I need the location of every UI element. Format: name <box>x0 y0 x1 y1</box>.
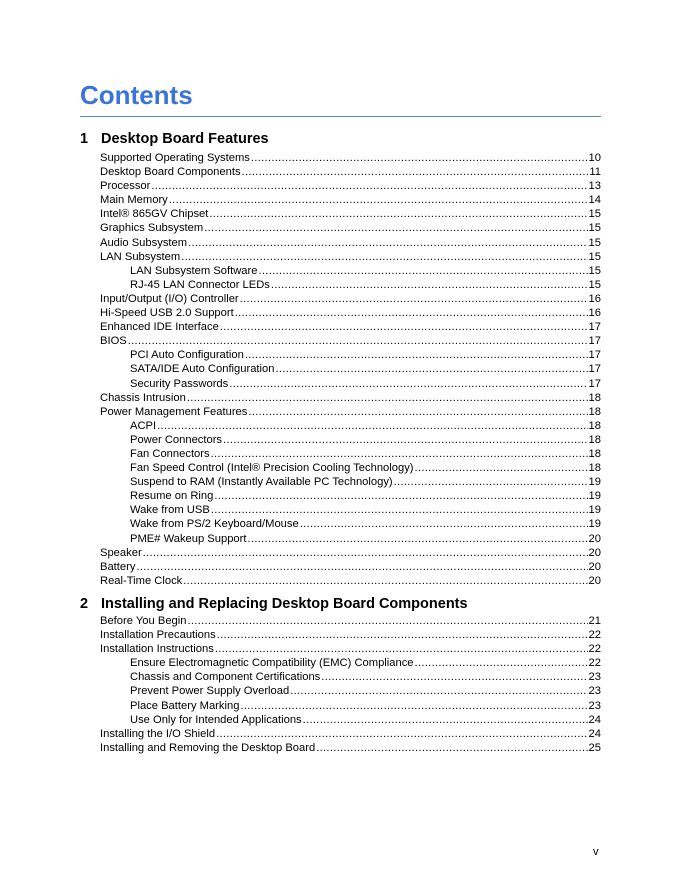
toc-entry[interactable] <box>100 560 601 574</box>
toc-entry[interactable] <box>100 179 601 193</box>
dot-leader <box>214 489 587 503</box>
toc-entry-page: 23 <box>588 671 601 684</box>
toc-entry-label: Ensure Electromagnetic Compatibility (EMC) Compliance <box>130 657 414 670</box>
dot-leader <box>235 306 588 320</box>
dot-leader <box>242 165 589 179</box>
dot-leader <box>211 447 588 461</box>
toc-entry-page: 17 <box>588 349 601 362</box>
toc-entry[interactable] <box>100 489 601 503</box>
toc-entry[interactable] <box>100 447 601 461</box>
toc-entry-label: PME# Wakeup Support <box>130 532 247 545</box>
toc-entry-label: Chassis and Component Certifications <box>130 671 321 684</box>
toc-entry-page: 24 <box>588 727 601 740</box>
toc-entry[interactable] <box>100 656 601 670</box>
toc-entry[interactable] <box>100 727 601 741</box>
dot-leader <box>394 475 588 489</box>
dot-leader <box>248 405 587 419</box>
toc-entry[interactable] <box>100 264 601 278</box>
dot-leader <box>136 560 587 574</box>
toc-entry-label: Suspend to RAM (Instantly Available PC Technology) <box>130 476 393 489</box>
dot-leader <box>151 179 587 193</box>
toc-entry[interactable] <box>100 642 601 656</box>
toc-entry-page: 25 <box>588 741 601 754</box>
toc-entry-page: 19 <box>588 490 601 503</box>
toc-entry[interactable] <box>100 419 601 433</box>
dot-leader <box>223 433 588 447</box>
toc-entry[interactable] <box>100 517 601 531</box>
toc-entry-label: Intel® 865GV Chipset <box>100 208 209 221</box>
toc-entry-page: 22 <box>588 657 601 670</box>
dot-leader <box>188 236 587 250</box>
toc-entry-label: Wake from USB <box>130 504 210 517</box>
dot-leader <box>220 320 588 334</box>
dot-leader <box>217 628 588 642</box>
toc-entry[interactable] <box>100 391 601 405</box>
toc-entry-label: Installing and Removing the Desktop Board <box>100 741 316 754</box>
chapter-title: Desktop Board Features <box>101 131 269 147</box>
toc-entry-page: 23 <box>588 699 601 712</box>
toc-entry-label: Enhanced IDE Interface <box>100 321 219 334</box>
chapter-heading-2[interactable] <box>80 596 601 612</box>
toc-entry[interactable] <box>100 362 601 376</box>
dot-leader <box>251 151 588 165</box>
page-number: v <box>593 846 599 858</box>
dot-leader <box>300 517 588 531</box>
toc-entry-label: Speaker <box>100 546 142 559</box>
page-title: Contents <box>80 80 193 110</box>
dot-leader <box>157 419 587 433</box>
toc-entry[interactable] <box>100 278 601 292</box>
dot-leader <box>143 546 588 560</box>
toc-entry-label: Supported Operating Systems <box>100 152 250 164</box>
toc-entry-label: Input/Output (I/O) Controller <box>100 292 239 305</box>
dot-leader <box>290 684 587 698</box>
dot-leader <box>275 362 587 376</box>
toc-entry-label: Wake from PS/2 Keyboard/Mouse <box>130 518 299 531</box>
toc-entry-page: 21 <box>588 615 601 627</box>
toc-entry-label: Security Passwords <box>130 377 229 390</box>
toc-entry-page: 10 <box>588 152 601 164</box>
toc-entry[interactable] <box>100 684 601 698</box>
toc-entry-label: Installing the I/O Shield <box>100 727 216 740</box>
dot-leader <box>321 670 587 684</box>
toc-entry-page: 18 <box>588 419 601 432</box>
toc-entry-page: 24 <box>588 713 601 726</box>
toc-entry[interactable] <box>100 741 601 755</box>
toc-entry[interactable] <box>100 334 601 348</box>
toc-entry[interactable] <box>100 475 601 489</box>
dot-leader <box>187 614 587 628</box>
toc-entry-label: Main Memory <box>100 194 168 207</box>
toc-entry-label: Audio Subsystem <box>100 236 188 249</box>
toc-entry-label: Real-Time Clock <box>100 574 183 587</box>
toc-entry-label: SATA/IDE Auto Configuration <box>130 363 275 376</box>
toc-entry[interactable] <box>100 165 601 179</box>
toc-entry-label: Power Management Features <box>100 405 248 418</box>
toc-entry-page: 18 <box>588 405 601 418</box>
toc-entry-page: 20 <box>588 532 601 545</box>
chapter-1-entries <box>100 151 601 588</box>
toc-entry[interactable] <box>100 614 601 628</box>
toc-entry-page: 15 <box>588 222 601 235</box>
toc-entry-page: 19 <box>588 518 601 531</box>
dot-leader <box>258 264 587 278</box>
toc-entry[interactable] <box>100 236 601 250</box>
toc-entry-label: Use Only for Intended Applications <box>130 713 302 726</box>
toc-entry-label: Place Battery Marking <box>130 699 240 712</box>
dot-leader <box>240 292 588 306</box>
toc-entry-page: 15 <box>588 264 601 277</box>
toc-entry[interactable] <box>100 207 601 221</box>
dot-leader <box>216 727 587 741</box>
toc-entry-page: 17 <box>588 321 601 334</box>
dot-leader <box>245 348 588 362</box>
toc-entry-label: Resume on Ring <box>130 490 214 503</box>
toc-entry-page: 18 <box>588 391 601 404</box>
toc-entry[interactable] <box>100 628 601 642</box>
dot-leader <box>181 250 587 264</box>
toc-entry-page: 17 <box>588 377 601 390</box>
dot-leader <box>415 461 588 475</box>
toc-entry[interactable] <box>100 292 601 306</box>
toc-entry-page: 22 <box>588 629 601 642</box>
toc-entry-page: 20 <box>588 560 601 573</box>
toc-entry-page: 23 <box>588 685 601 698</box>
dot-leader <box>187 391 588 405</box>
toc-entry-label: Chassis Intrusion <box>100 391 186 404</box>
dot-leader <box>415 656 588 670</box>
toc-entry[interactable] <box>100 461 601 475</box>
toc-entry[interactable] <box>100 221 601 235</box>
toc-entry[interactable] <box>100 151 601 165</box>
toc-entry-label: Before You Begin <box>100 615 187 627</box>
dot-leader <box>183 574 587 588</box>
chapter-2-entries <box>100 614 601 755</box>
toc-entry-page: 11 <box>589 166 601 179</box>
toc-entry-label: PCI Auto Configuration <box>130 349 244 362</box>
dot-leader <box>209 207 587 221</box>
toc-entry-page: 13 <box>588 180 601 193</box>
toc-entry-page: 14 <box>588 194 601 207</box>
toc-entry[interactable] <box>100 306 601 320</box>
toc-entry-label: Processor <box>100 180 151 193</box>
toc-entry[interactable] <box>100 503 601 517</box>
toc-entry-label: Graphics Subsystem <box>100 222 204 235</box>
toc-entry-label: LAN Subsystem <box>100 250 181 263</box>
dot-leader <box>215 642 588 656</box>
toc-entry-label: Fan Connectors <box>130 447 210 460</box>
chapter-number: 2 <box>80 596 89 612</box>
toc-entry[interactable] <box>100 574 601 588</box>
toc-entry[interactable] <box>100 699 601 713</box>
toc-entry[interactable] <box>100 532 601 546</box>
toc-entry-label: Desktop Board Components <box>100 166 241 179</box>
toc-entry-page: 16 <box>588 292 601 305</box>
dot-leader <box>240 699 587 713</box>
chapter-number: 1 <box>80 131 89 147</box>
dot-leader <box>316 741 587 755</box>
dot-leader <box>271 278 588 292</box>
toc-entry-label: Installation Precautions <box>100 629 216 642</box>
toc-entry-page: 22 <box>588 643 601 656</box>
toc-entry-page: 19 <box>588 504 601 517</box>
toc-entry[interactable] <box>100 250 601 264</box>
toc-entry-page: 18 <box>588 462 601 475</box>
toc-entry[interactable] <box>100 713 601 727</box>
toc-entry-page: 17 <box>588 363 601 376</box>
toc-entry-page: 20 <box>588 546 601 559</box>
toc-entry-page: 15 <box>588 250 601 263</box>
toc-entry[interactable] <box>100 670 601 684</box>
toc-entry[interactable] <box>100 377 601 391</box>
toc-entry-label: Prevent Power Supply Overload <box>130 685 290 698</box>
dot-leader <box>204 221 587 235</box>
dot-leader <box>211 503 588 517</box>
toc-entry-label: RJ-45 LAN Connector LEDs <box>130 278 270 291</box>
toc-entry-page: 18 <box>588 447 601 460</box>
toc-entry-page: 15 <box>588 278 601 291</box>
toc-entry-label: LAN Subsystem Software <box>130 264 258 277</box>
toc-entry-page: 18 <box>588 433 601 446</box>
toc-entry-label: ACPI <box>130 419 157 432</box>
toc-entry-label: Hi-Speed USB 2.0 Support <box>100 307 234 320</box>
toc-entry-page: 19 <box>588 476 601 489</box>
toc-entry-page: 17 <box>588 335 601 348</box>
toc-entry[interactable] <box>100 348 601 362</box>
toc-entry-label: Installation Instructions <box>100 643 214 656</box>
dot-leader <box>303 713 588 727</box>
toc-entry-page: 15 <box>588 208 601 221</box>
toc-entry-label: Fan Speed Control (Intel® Precision Cooling Technology) <box>130 462 414 475</box>
title-underline <box>80 116 601 117</box>
toc-entry-label: Power Connectors <box>130 433 223 446</box>
toc-entry-page: 16 <box>588 307 601 320</box>
toc-entry[interactable] <box>100 193 601 207</box>
dot-leader <box>248 532 588 546</box>
dot-leader <box>128 334 588 348</box>
toc-entry-label: Battery <box>100 560 136 573</box>
toc-entry[interactable] <box>100 405 601 419</box>
chapter-heading-1[interactable] <box>80 131 601 147</box>
dot-leader <box>229 377 587 391</box>
toc-entry[interactable] <box>100 433 601 447</box>
toc-entry-page: 20 <box>588 574 601 587</box>
toc-entry-page: 15 <box>588 236 601 249</box>
toc-entry[interactable] <box>100 546 601 560</box>
dot-leader <box>169 193 588 207</box>
chapter-title: Installing and Replacing Desktop Board Components <box>101 596 468 612</box>
toc-entry[interactable] <box>100 320 601 334</box>
toc-entry-label: BIOS <box>100 335 127 348</box>
